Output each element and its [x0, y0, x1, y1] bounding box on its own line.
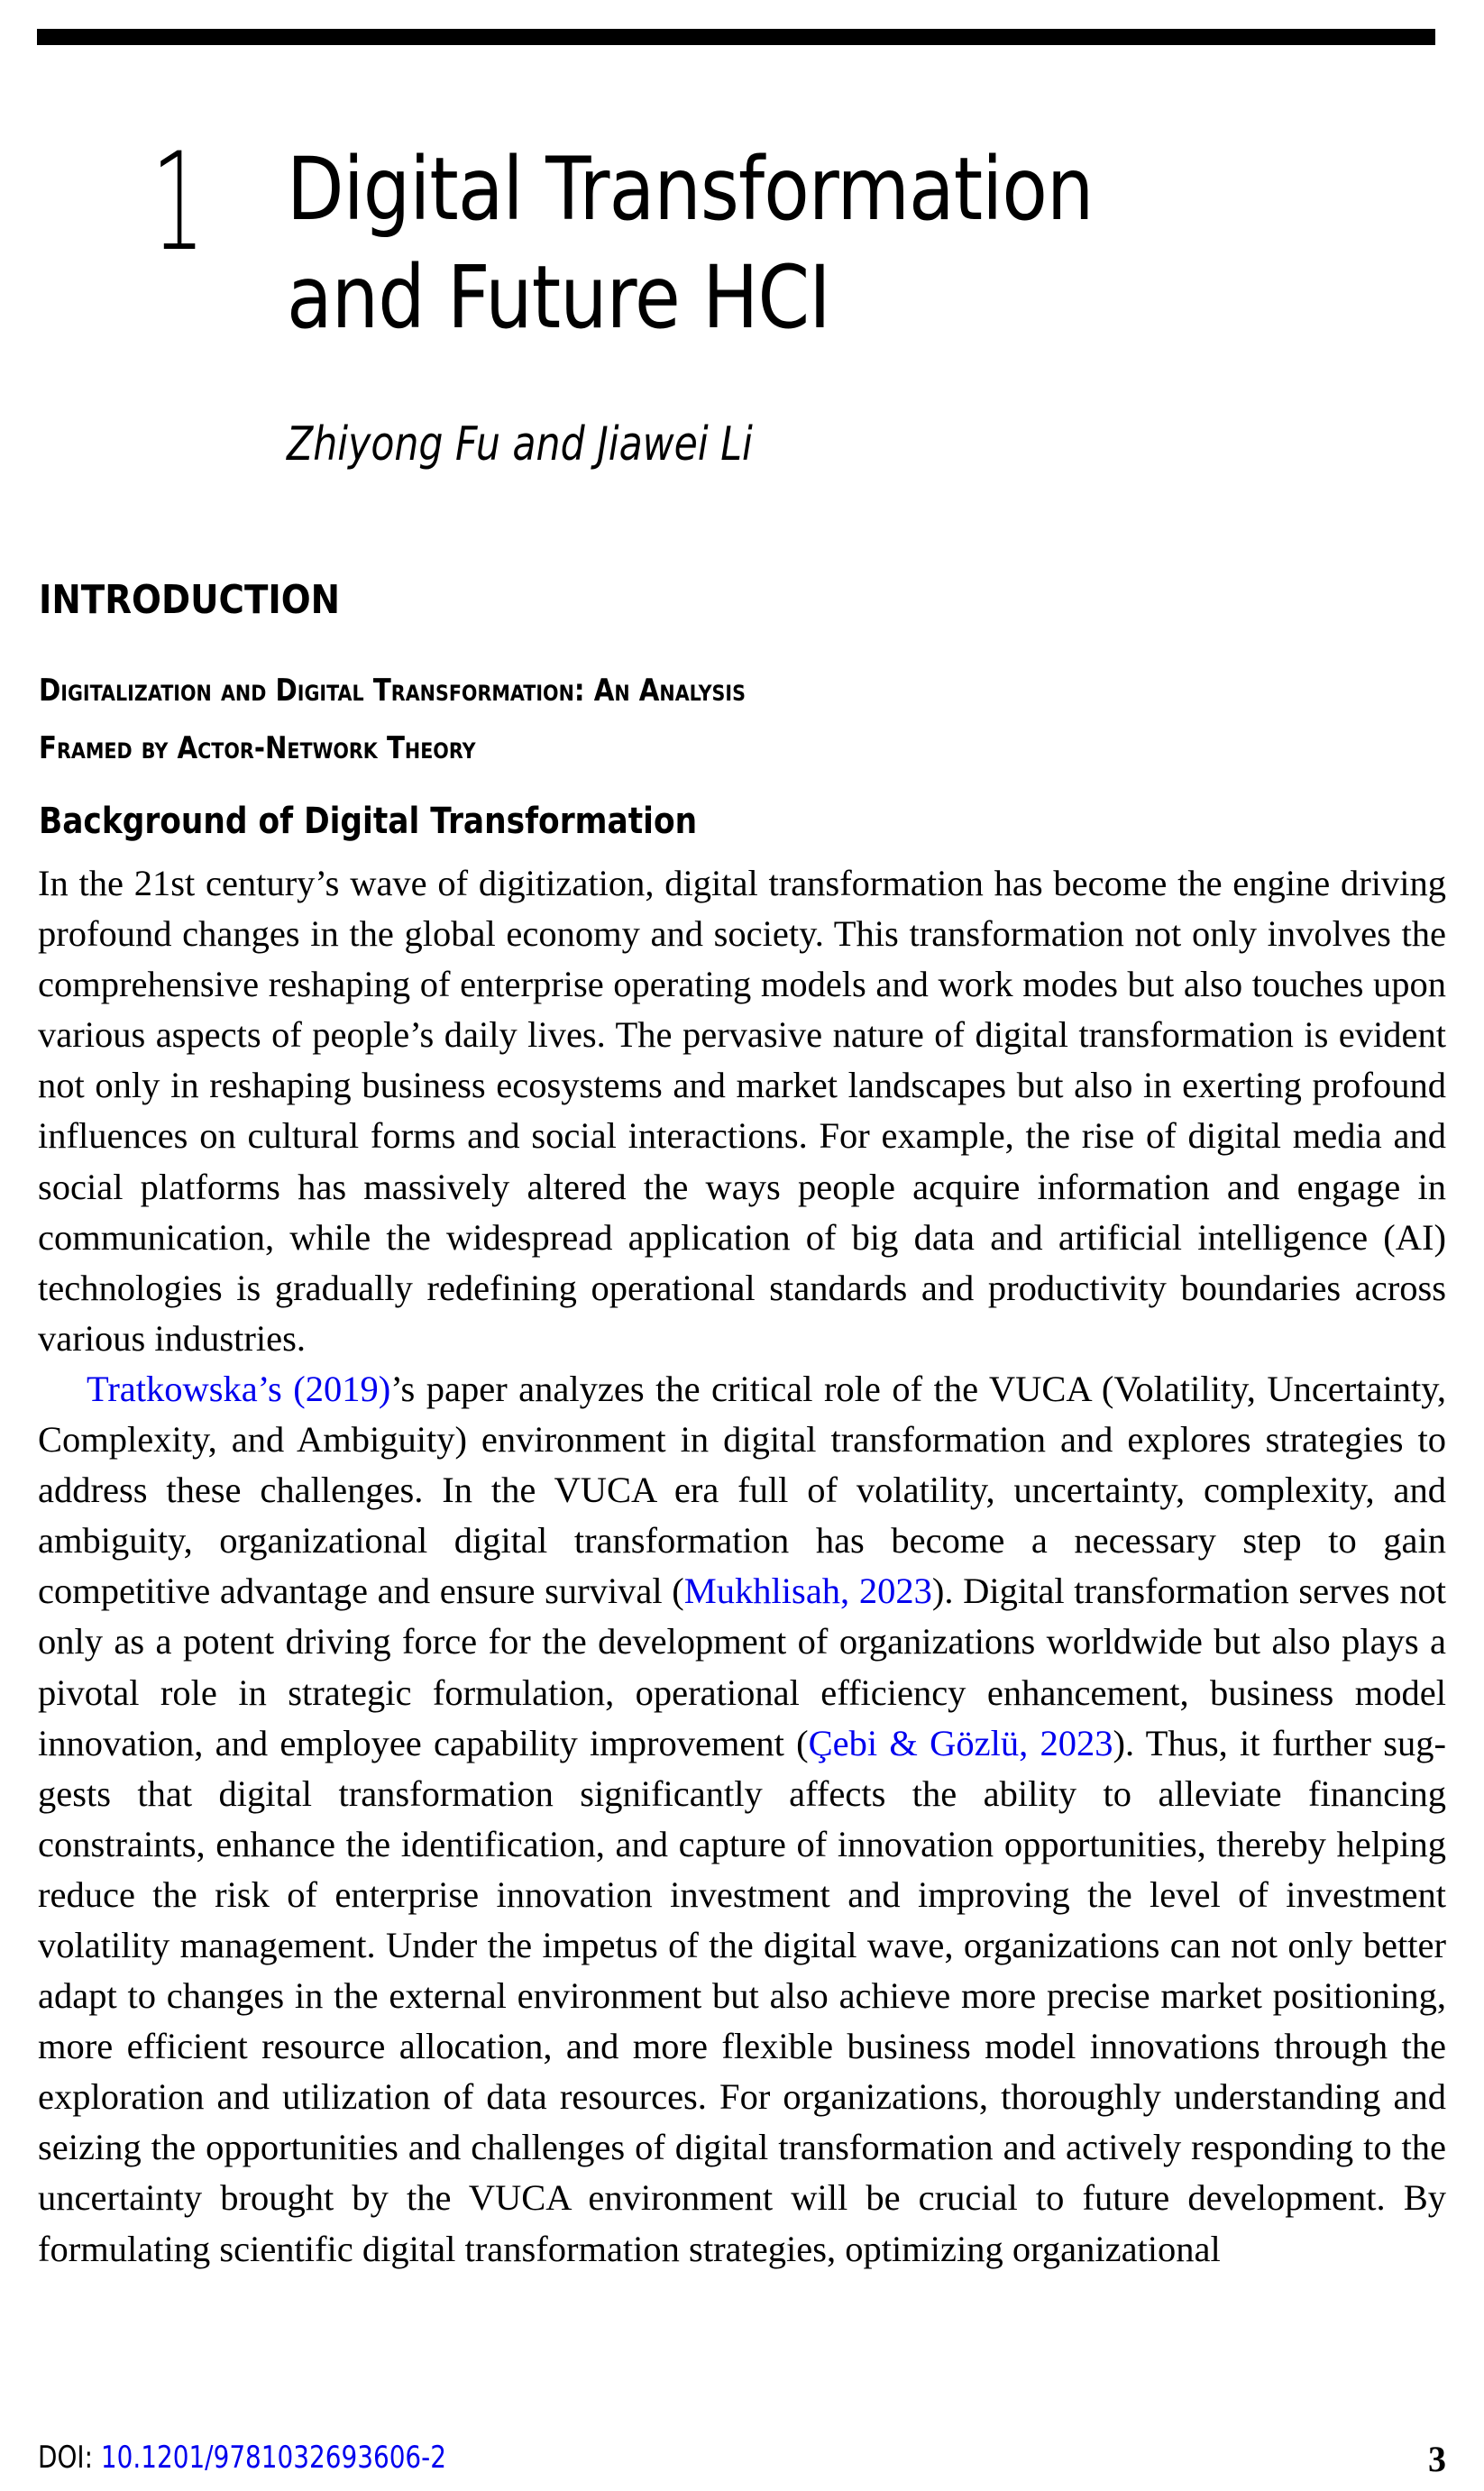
citation-link-tratkowska[interactable]: Tratkowska’s (2019) [87, 1368, 391, 1409]
chapter-title [287, 135, 1093, 352]
chapter-top-rule [37, 29, 1435, 45]
section-heading: INTRODUCTION [39, 577, 341, 623]
paragraph-2-text-2: ). Digital transformation serves not only as a potent driving force for the development of organizations worldwide but also plays a pivotal role in strategic formulation, operational efficiency enhancement, business model innovation, and employee capability improvement ( [38, 1571, 1446, 1763]
paragraph-1: In the 21st century’s wave of digitization, digital transformation has become the engine driving profound changes in the global economy and society. This transformation not only involves the comprehensive reshaping of enterprise operating models and work modes but also touches upon various aspects of people’s daily lives. The pervasive nature of digital transformation is evident not only in reshaping business ecosystems and market landscapes but also in exerting profound influences on cultural forms and social interactions. For example, the rise of digital media and social platforms has massively altered the ways people acquire information and engage in communication, while the widespread application of big data and artificial intelligence (AI) technologies is gradually redefining operational standards and productivity boundaries across various industries. [38, 863, 1446, 1359]
body-text [38, 858, 1446, 2275]
page-number: 3 [1428, 2439, 1446, 2479]
chapter-number: 1 [151, 124, 206, 281]
paragraph-2-text-1: ’s paper analyzes the critical role of the VUCA (Volatility, Uncertainty, Complexity, and Ambiguity) environment in digital transformation and explores strategies to address these challenges. In the VUCA era full of volatility, uncertainty, complexity, and ambiguity, organizational digital transformation has become a necessary step to gain competitive advantage and ensure survival ( [38, 1368, 1446, 1612]
citation-link-cebi-gozlu[interactable]: Çebi & Gözlü, 2023 [808, 1722, 1113, 1763]
chapter-title-line-1: Digital Transformation [287, 139, 1094, 240]
subsection-heading-line-2: Framed by Actor-Network Theory [39, 730, 476, 766]
doi-link[interactable]: 10.1201/9781032693606-2 [100, 2440, 446, 2476]
chapter-authors: Zhiyong Fu and Jiawei Li [287, 417, 753, 472]
doi-label: DOI: [38, 2440, 101, 2476]
chapter-title-line-2: and Future HCI [287, 247, 830, 348]
citation-link-mukhlisah[interactable]: Mukhlisah, 2023 [683, 1571, 932, 1612]
paragraph-2-text-3: ). Thus, it further suggests that digital transformation significantly affects the ability to alleviate financing constraints, enhance the identification, and capture of innovation opportunities, thereby helping reduce the risk of enterprise innovation investment and improving the level of investment volatility management. Under the impetus of the digital wave, organizations can not only better adapt to changes in the external environment but also achieve more precise market positioning, more efficient resource allocation, and more flexible business model innovations through the exploration and utilization of data resources. For organizations, thoroughly understanding and seizing the opportunities and challenges of digital transformation and actively responding to the uncertainty brought by the VUCA environment will be crucial to future development. By formulating scientific digital transformation strategies, optimizing organizational [38, 1722, 1446, 2269]
subsubsection-heading: Background of Digital Transformation [39, 801, 698, 842]
subsection-heading-line-1: Digitalization and Digital Transformation: An Analysis [39, 673, 746, 709]
subsection-heading [39, 662, 746, 777]
paragraph-2 [38, 1364, 1446, 2275]
footer-doi [38, 2440, 446, 2476]
